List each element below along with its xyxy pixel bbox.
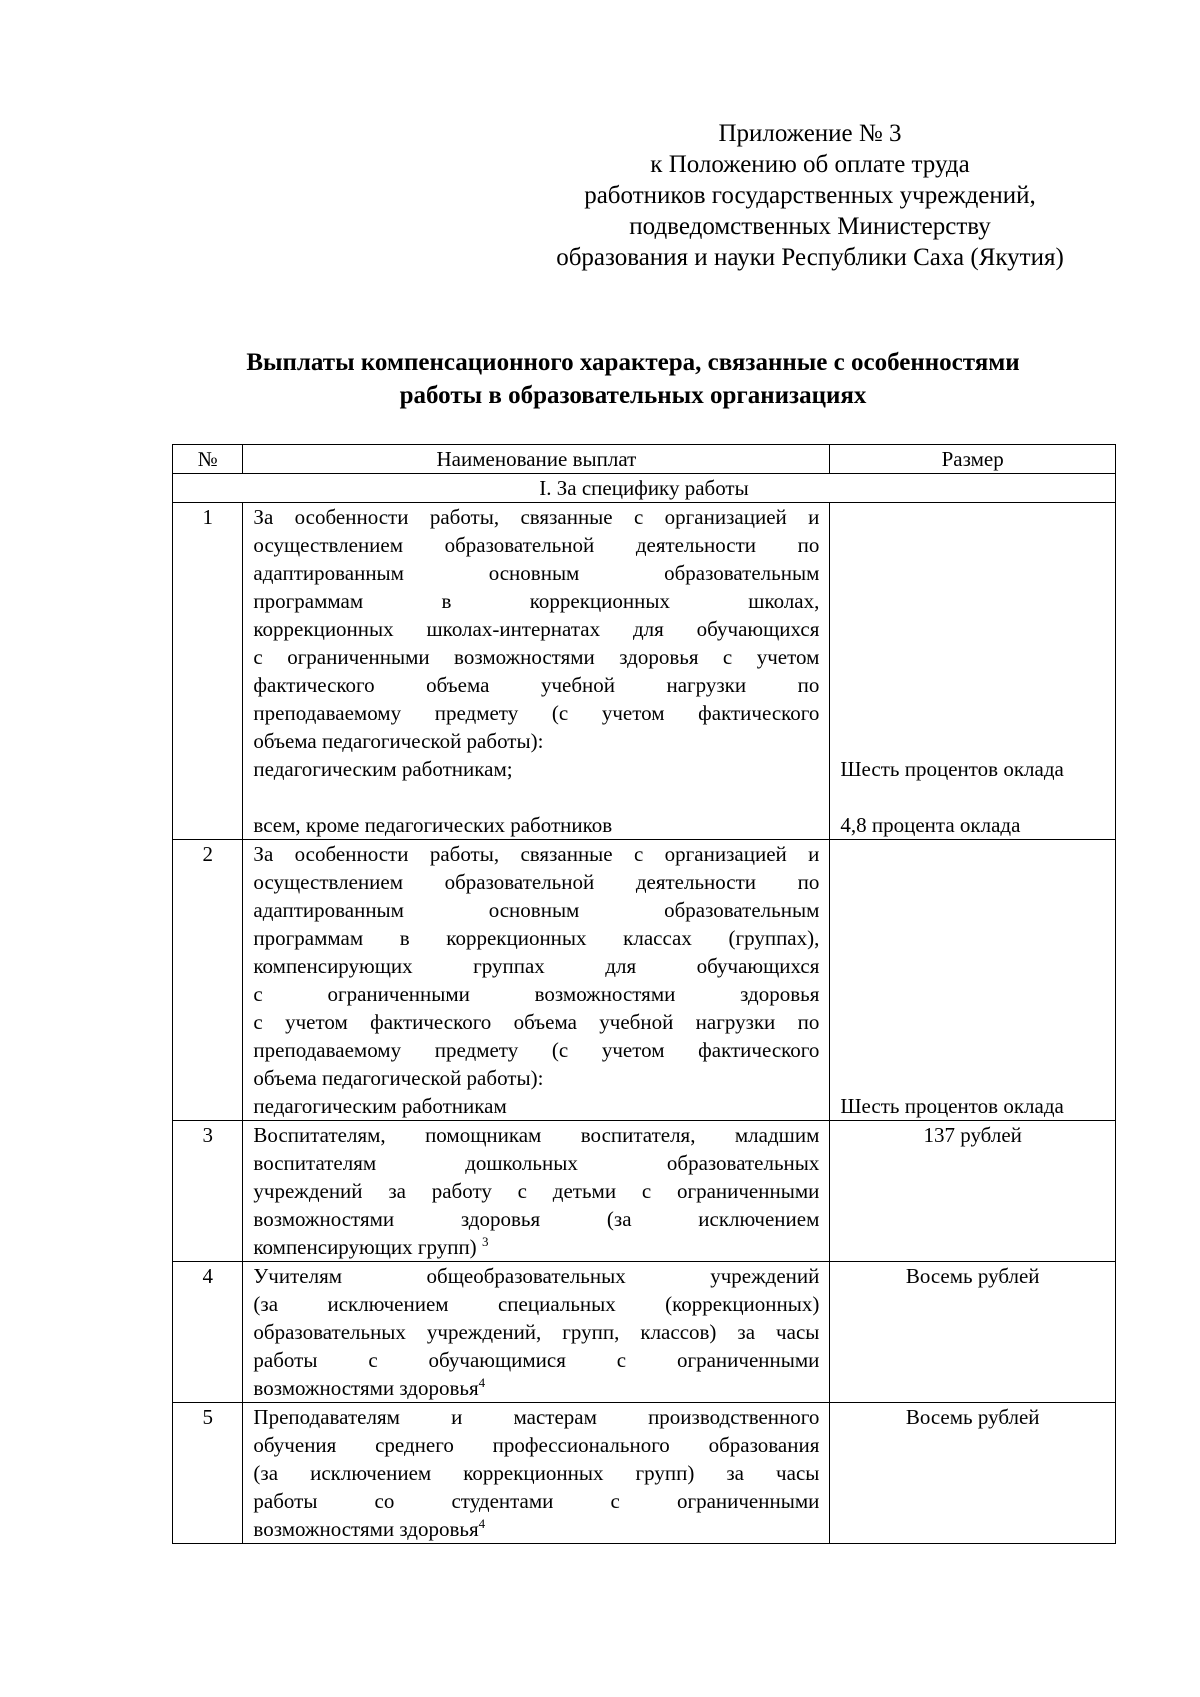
title-line: работы в образовательных организациях bbox=[399, 382, 867, 409]
row-size-teachers: Шесть процентов оклада bbox=[840, 757, 1064, 781]
appendix-line: работников государственных учреждений, bbox=[584, 182, 1036, 209]
appendix-line: образования и науки Республики Саха (Якутия) bbox=[556, 244, 1064, 271]
row-name-line: всем, кроме педагогических работников bbox=[253, 813, 613, 837]
document-title bbox=[172, 346, 1094, 412]
row-name-line: педагогическим работникам; bbox=[253, 757, 513, 781]
row-number: 2 bbox=[173, 840, 243, 1121]
row-size-others: 4,8 процента оклада bbox=[840, 813, 1021, 837]
row-name bbox=[243, 503, 830, 840]
table-row bbox=[173, 503, 1116, 840]
table-row bbox=[173, 1121, 1116, 1262]
row-name-line: программам в коррекционных школах, bbox=[253, 589, 820, 613]
row-name-line: (за исключением коррекционных групп) за часы bbox=[253, 1461, 820, 1485]
row-number: 3 bbox=[173, 1121, 243, 1262]
section-title: I. За специфику работы bbox=[173, 474, 1116, 503]
row-size: Восемь рублей bbox=[830, 1403, 1116, 1544]
row-name-text: компенсирующих групп) bbox=[253, 1235, 477, 1259]
appendix-line: подведомственных Министерству bbox=[629, 213, 991, 240]
row-name-line: объема педагогической работы): bbox=[253, 729, 544, 753]
row-size: Восемь рублей bbox=[830, 1262, 1116, 1403]
row-name-line: воспитателям дошкольных образовательных bbox=[253, 1151, 820, 1175]
row-name-line bbox=[253, 1233, 819, 1261]
row-name-line: преподаваемому предмету (с учетом фактического bbox=[253, 1038, 820, 1062]
row-name-line: За особенности работы, связанные с организацией и bbox=[253, 842, 820, 866]
appendix-header bbox=[510, 118, 1110, 273]
row-name bbox=[243, 1403, 830, 1544]
header-num: № bbox=[173, 445, 243, 474]
row-name-line: образовательных учреждений, групп, классов) за часы bbox=[253, 1320, 820, 1344]
row-name-line bbox=[253, 783, 819, 811]
row-name bbox=[243, 1121, 830, 1262]
row-name-line: с учетом фактического объема учебной нагрузки по bbox=[253, 1010, 820, 1034]
row-name-line: коррекционных школах-интернатах для обучающихся bbox=[253, 617, 820, 641]
payments-table bbox=[172, 444, 1116, 1544]
row-name bbox=[243, 840, 830, 1121]
row-number: 4 bbox=[173, 1262, 243, 1403]
appendix-line: Приложение № 3 bbox=[718, 120, 902, 147]
row-name-line bbox=[253, 1374, 819, 1402]
row-name-line: преподаваемому предмету (с учетом фактического bbox=[253, 701, 820, 725]
row-name-line: адаптированным основным образовательным bbox=[253, 898, 820, 922]
row-name-line: компенсирующих группах для обучающихся bbox=[253, 954, 820, 978]
row-name-line: педагогическим работникам bbox=[253, 1094, 507, 1118]
table-row bbox=[173, 1403, 1116, 1544]
row-name-line: За особенности работы, связанные с организацией и bbox=[253, 505, 820, 529]
row-number: 1 bbox=[173, 503, 243, 840]
row-name-line: с ограниченными возможностями здоровья с учетом bbox=[253, 645, 820, 669]
row-name-text: возможностями здоровья bbox=[253, 1517, 479, 1541]
row-name-line: Преподавателям и мастерам производственного bbox=[253, 1405, 820, 1429]
row-name-line: работы со студентами с ограниченными bbox=[253, 1489, 820, 1513]
header-name: Наименование выплат bbox=[243, 445, 830, 474]
header-size: Размер bbox=[830, 445, 1116, 474]
row-name-line: работы с обучающимися с ограниченными bbox=[253, 1348, 820, 1372]
row-name-line: учреждений за работу с детьми с ограниченными bbox=[253, 1179, 820, 1203]
appendix-line: к Положению об оплате труда bbox=[650, 151, 970, 178]
footnote-ref: 4 bbox=[478, 1375, 486, 1390]
row-name-line: программам в коррекционных классах (группах), bbox=[253, 926, 820, 950]
row-name-text: возможностями здоровья bbox=[253, 1376, 479, 1400]
row-number: 5 bbox=[173, 1403, 243, 1544]
row-name-line: Воспитателям, помощникам воспитателя, младшим bbox=[253, 1123, 820, 1147]
row-size: Шесть процентов оклада bbox=[830, 840, 1116, 1121]
footnote-ref: 4 bbox=[478, 1516, 486, 1531]
row-name-line: с ограниченными возможностями здоровья bbox=[253, 982, 820, 1006]
row-name bbox=[243, 1262, 830, 1403]
row-name-line: возможностями здоровья (за исключением bbox=[253, 1207, 820, 1231]
row-name-line: (за исключением специальных (коррекционных) bbox=[253, 1292, 820, 1316]
row-name-line bbox=[253, 1515, 819, 1543]
section-row bbox=[173, 474, 1116, 503]
row-name-line: осуществлением образовательной деятельности по bbox=[253, 870, 820, 894]
title-line: Выплаты компенсационного характера, связанные с особенностями bbox=[246, 349, 1020, 376]
row-name-line: обучения среднего профессионального образования bbox=[253, 1433, 820, 1457]
row-name-line: адаптированным основным образовательным bbox=[253, 561, 820, 585]
row-name-line: осуществлением образовательной деятельности по bbox=[253, 533, 820, 557]
table-row bbox=[173, 1262, 1116, 1403]
row-size bbox=[830, 503, 1116, 840]
row-name-line: объема педагогической работы): bbox=[253, 1066, 544, 1090]
footnote-ref: 3 bbox=[481, 1234, 489, 1249]
table-row bbox=[173, 840, 1116, 1121]
table-header-row bbox=[173, 445, 1116, 474]
row-size: 137 рублей bbox=[830, 1121, 1116, 1262]
row-name-line: Учителям общеобразовательных учреждений bbox=[253, 1264, 820, 1288]
row-name-line: фактического объема учебной нагрузки по bbox=[253, 673, 820, 697]
